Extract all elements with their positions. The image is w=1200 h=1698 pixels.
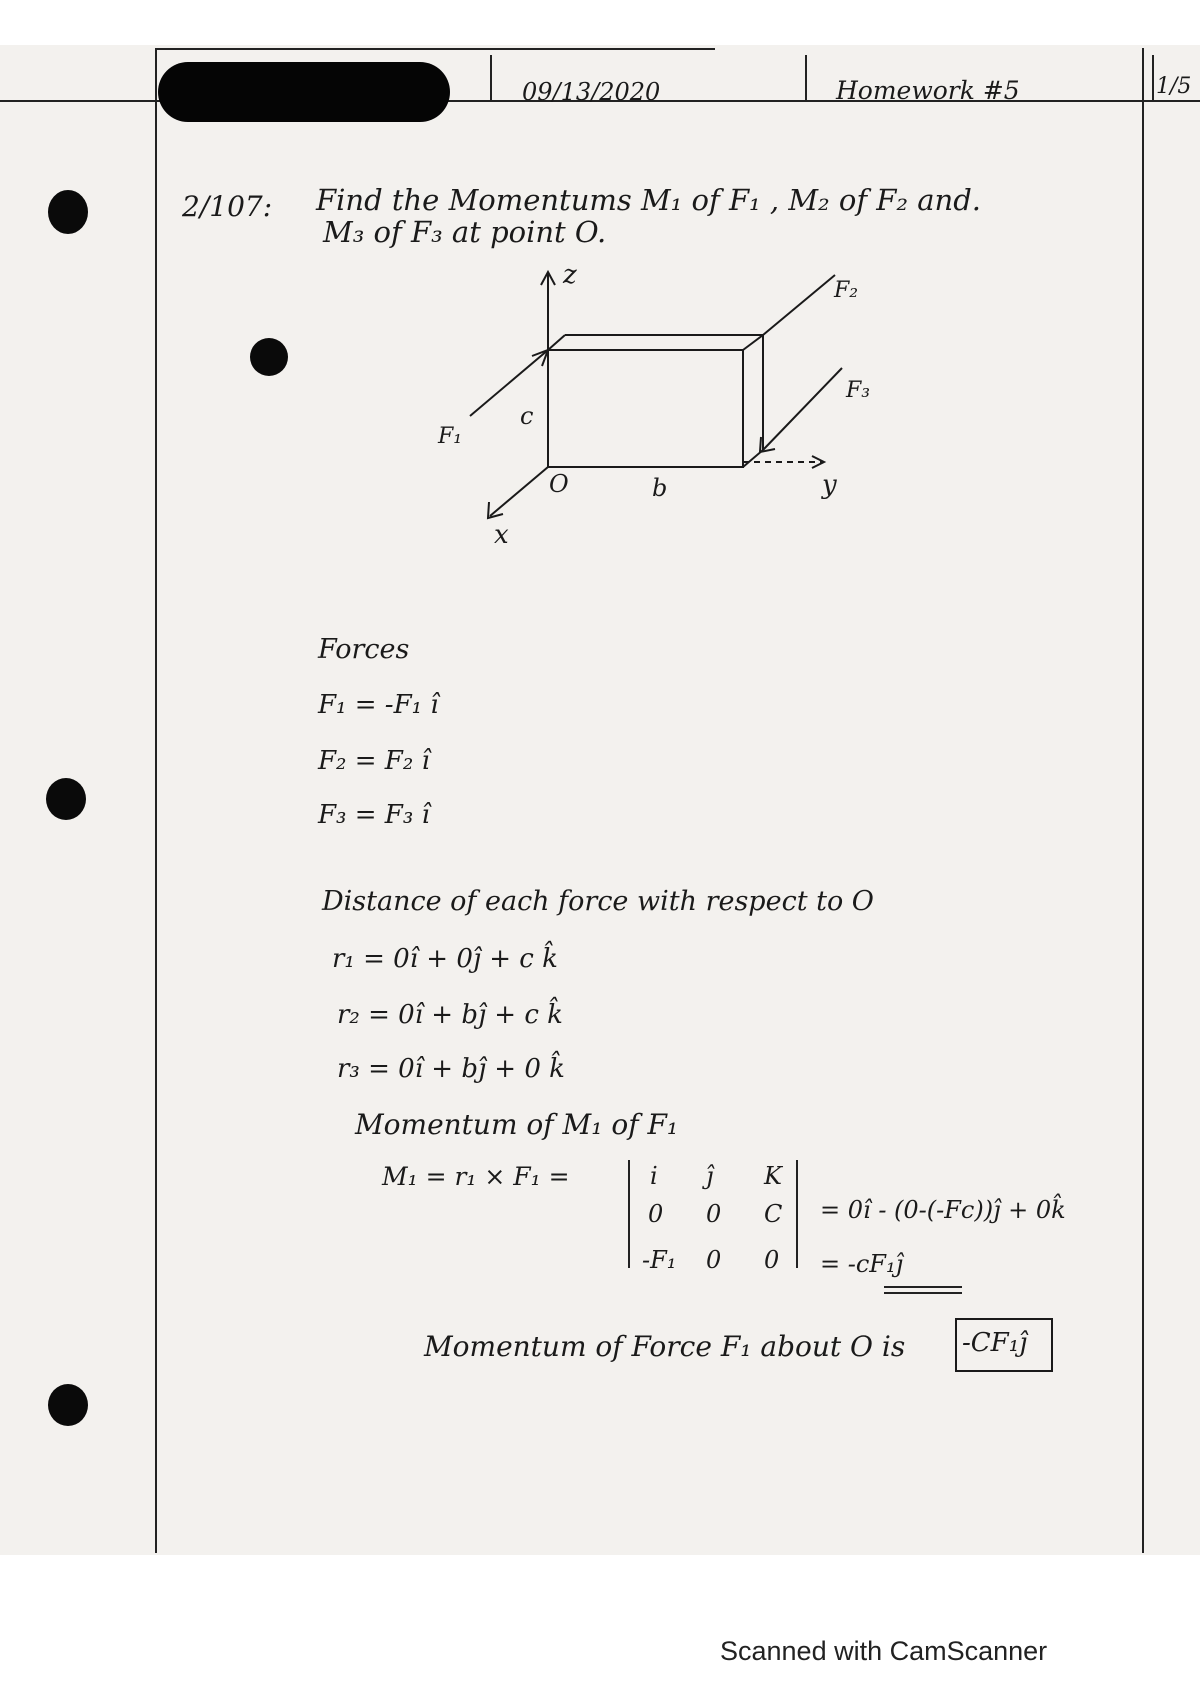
box-front-face xyxy=(548,350,743,467)
matrix-cell: 0 xyxy=(764,1246,780,1274)
f2-force-line xyxy=(763,275,835,335)
result-underline-1 xyxy=(884,1286,962,1288)
moment-heading: Momentum of M₁ of F₁ xyxy=(355,1108,679,1141)
moment-result-line-2: = -cF₁ĵ xyxy=(820,1250,904,1278)
header-date: 09/13/2020 xyxy=(522,78,661,106)
force-f1: F₁ = -F₁ î xyxy=(318,690,439,720)
determinant-right-bar xyxy=(796,1160,798,1268)
moment-result-line-1: = 0î - (0-(-Fc))ĵ + 0k̂ xyxy=(820,1196,1066,1224)
matrix-cell: C xyxy=(764,1200,783,1228)
boxed-answer: -CF₁ĵ xyxy=(962,1328,1028,1358)
distance-r1: r₁ = 0î + 0ĵ + c k̂ xyxy=(332,944,558,974)
distance-r3: r₃ = 0î + bĵ + 0 k̂ xyxy=(337,1054,565,1084)
distance-r2: r₂ = 0î + bĵ + c k̂ xyxy=(337,1000,563,1030)
label-dim-c: c xyxy=(520,402,534,430)
problem-line-1: Find the Momentums M₁ of F₁ , M₂ of F₂ and. xyxy=(316,183,982,217)
header-page-number: 1/5 xyxy=(1156,74,1192,99)
problem-line-2: M₃ of F₃ at point O. xyxy=(323,215,607,249)
f1-force-line xyxy=(470,350,548,416)
camscanner-footer: Scanned with CamScanner xyxy=(720,1636,1048,1666)
matrix-cell: 0 xyxy=(706,1200,722,1228)
header-title: Homework #5 xyxy=(836,76,1020,105)
box-top-left-edge xyxy=(548,335,565,350)
label-f1: F₁ xyxy=(438,424,463,449)
x-axis xyxy=(490,467,548,516)
label-x-axis: x xyxy=(494,520,509,550)
f3-force-line xyxy=(763,368,842,450)
conclusion-text: Momentum of Force F₁ about O is xyxy=(424,1330,906,1363)
label-f2: F₂ xyxy=(834,278,859,303)
label-f3: F₃ xyxy=(846,378,871,403)
label-z-axis: z xyxy=(563,260,577,290)
box-top-right-edge xyxy=(743,335,763,350)
matrix-cell: 0 xyxy=(706,1246,722,1274)
label-origin: O xyxy=(549,470,569,498)
force-f2: F₂ = F₂ î xyxy=(318,746,430,776)
force-f3: F₃ = F₃ î xyxy=(318,800,430,830)
problem-number: 2/107: xyxy=(182,190,273,223)
matrix-cell: 0 xyxy=(648,1200,664,1228)
result-underline-2 xyxy=(884,1292,962,1294)
matrix-cell: i xyxy=(650,1162,658,1190)
determinant-left-bar xyxy=(628,1160,630,1268)
distances-heading: Distance of each force with respect to O xyxy=(322,886,874,917)
matrix-cell: ĵ xyxy=(706,1162,714,1190)
label-y-axis: y xyxy=(822,470,837,500)
matrix-cell: -F₁ xyxy=(642,1246,677,1274)
label-dim-b: b xyxy=(652,474,668,502)
forces-heading: Forces xyxy=(318,634,410,665)
matrix-cell: K xyxy=(764,1162,782,1190)
moment-equation-lhs: M₁ = r₁ × F₁ = xyxy=(382,1162,570,1191)
